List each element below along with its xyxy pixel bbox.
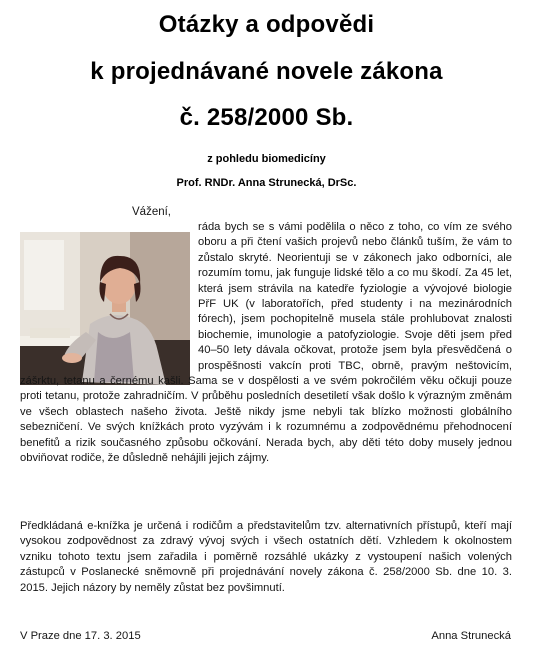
subtitle: z pohledu biomedicíny bbox=[207, 153, 326, 165]
paragraph-1 bbox=[20, 220, 512, 467]
paragraph-1-text: ráda bych se s vámi podělila o něco z toho, co vím ze svého oboru a při čtení vašich projevů nebo článků tuším, že vám to zůstalo skryté. Neorientuji se v zákonech jako odborníci, ale rozumím tomu, jak funguje lidské tělo a co mu škodí. Za 45 let, která jsem strávila na katedře fyziologie a vývojové biologie PřF UK (v laboratořích, před studenty i na mezinárodních fórech), jsem pochopitelně musela stále prohlubovat znalosti biochemie, imunologie a patofyziologie. Svoje děti jsem před 40–50 lety dávala očkovat, protože jsem byla přesvědčená o prospěšnosti vakcín proti TBC, obrně, pravým neštovicím, zášrktu, tetanu a černému kašli. Sama se v dospělosti a ve svém pokročilém věku očkuji pouze proti tetanu, protože zahradničím. V průběhu posledních desetiletí však došlo k výrazným změnám ve všech oblastech našeho života. Ještě nikdy jsme nebyli tak blízko možnosti globálního sebezničení. Ve svých knížkách proto vyzývám i k rozumnému a zodpovědnému přehodnocení benefitů a rizik současného způsobu očkování. Nerada bych, aby děti této doby musely jednou obviňovat rodiče, že důsledně nehájili jejich zájmy. bbox=[20, 221, 512, 465]
paragraph-2: Předkládaná e-knížka je určená i rodičům a představitelům tzv. alternativních přístupů, kteří mají vysokou zodpovědnost za zdravý vývoj svých i všech ostatních dětí. Vzhledem k okolnostem vzniku tohoto textu jsem zařadila i poměrně rozsáhlé ukázky z vystoupení našich volených zástupců v Poslanecké sněmovně při projednávání novely zákona č. 258/2000 Sb. dne 10. 3. 2015. Jejich názory by neměly zůstat bez povšimnutí. bbox=[20, 520, 512, 594]
title-line-1: Otázky a odpovědi bbox=[158, 11, 375, 38]
title-line-3: č. 258/2000 Sb. bbox=[179, 104, 354, 131]
signature: Anna Strunecká bbox=[431, 630, 511, 642]
greeting: Vážení, bbox=[132, 206, 171, 218]
title-line-2: k projednávané novele zákona bbox=[90, 58, 443, 85]
photo-spacer bbox=[20, 220, 198, 370]
author-line: Prof. RNDr. Anna Strunecká, DrSc. bbox=[176, 177, 357, 189]
place-date: V Praze dne 17. 3. 2015 bbox=[20, 630, 141, 642]
